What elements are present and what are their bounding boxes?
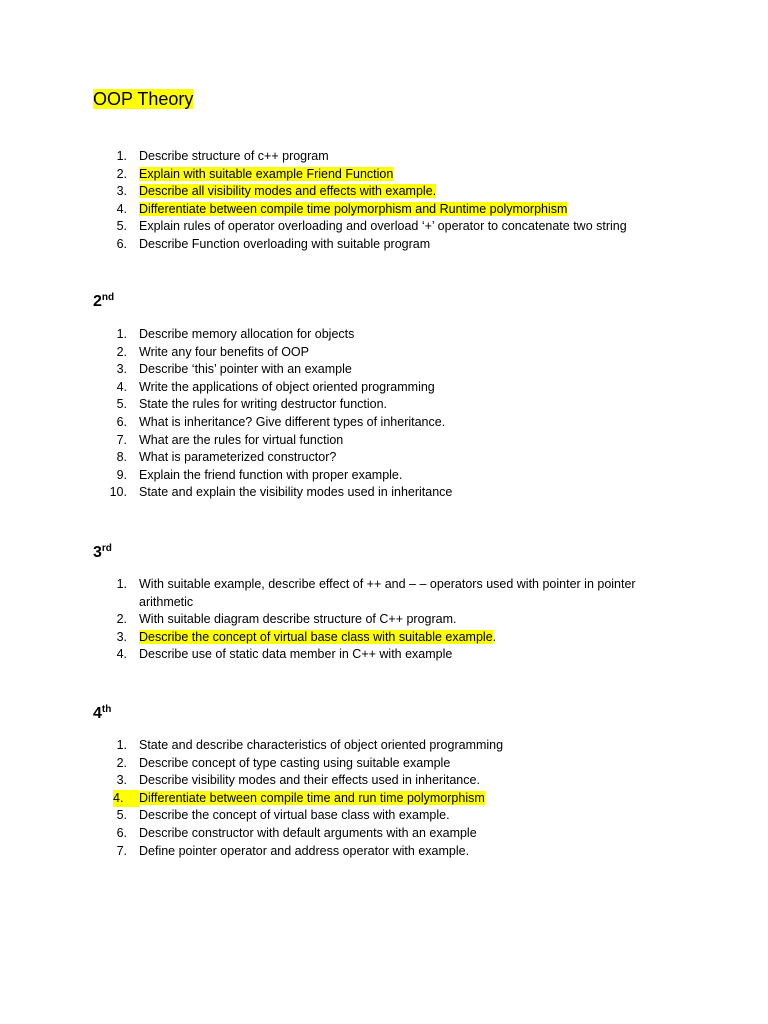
item-text: Define pointer operator and address operator with example. (139, 843, 470, 858)
item-number: 3. (116, 362, 127, 377)
list-item (0, 344, 700, 362)
list-item (0, 576, 700, 611)
item-number: 6. (116, 414, 127, 429)
item-text: With suitable example, describe effect of ++ and – – operators used with pointer in pointer arithmetic (139, 577, 636, 609)
item-number: 3. (116, 184, 127, 199)
item-number: 1. (116, 577, 127, 591)
item-number: 6. (116, 236, 127, 251)
list-item (0, 236, 700, 254)
list-item (0, 467, 700, 485)
list-item (0, 201, 700, 219)
question-list-2 (0, 326, 700, 502)
item-number: 2. (116, 344, 127, 359)
item-text: Describe memory allocation for objects (139, 327, 355, 341)
item-number: 5. (116, 219, 127, 234)
list-item (0, 183, 700, 201)
list-item (0, 772, 700, 790)
heading-number: 4 (93, 705, 102, 722)
item-number: 1. (116, 327, 127, 341)
item-number: 5. (116, 397, 127, 412)
list-item (0, 790, 700, 808)
item-number: 2. (116, 166, 127, 181)
item-text: Describe use of static data member in C++ with example (139, 647, 453, 662)
section-heading-2nd (93, 292, 114, 312)
item-text: Explain rules of operator overloading and overload ‘+’ operator to concatenate two string (139, 219, 627, 234)
item-number-highlighted (113, 790, 139, 808)
item-number: 5. (116, 808, 127, 823)
item-text: With suitable diagram describe structure of C++ program. (139, 612, 457, 627)
heading-suffix: nd (101, 292, 115, 303)
item-text-highlighted: Describe the concept of virtual base class with suitable example (139, 629, 493, 644)
item-text-tail: . (492, 629, 497, 644)
item-text: State and explain the visibility modes used in inheritance (139, 485, 453, 500)
list-item (0, 755, 700, 773)
list-item (0, 326, 700, 344)
item-number: 7. (116, 843, 127, 858)
list-item (0, 611, 700, 629)
item-text: Write any four benefits of OOP (139, 344, 309, 359)
item-text: What is inheritance? Give different types of inheritance. (139, 414, 446, 429)
item-number: 3. (116, 773, 127, 788)
item-text: Write the applications of object oriented programming (139, 379, 435, 394)
item-text: State the rules for writing destructor function. (139, 397, 388, 412)
item-number: 4. (116, 647, 127, 662)
heading-number: 3 (93, 544, 102, 561)
item-text: What are the rules for virtual function (139, 432, 344, 447)
page-title-text: OOP Theory (93, 89, 194, 109)
item-number: 1. (116, 738, 127, 752)
list-item (0, 484, 700, 502)
item-number: 8. (116, 450, 127, 465)
item-number: 10. (109, 485, 127, 500)
list-item (0, 148, 700, 166)
item-text: Describe constructor with default arguments with an example (139, 825, 477, 840)
list-item (0, 361, 700, 379)
item-text-highlighted: Describe all visibility modes and effects with example. (139, 184, 437, 199)
item-number: 4. (116, 201, 127, 216)
list-item (0, 414, 700, 432)
item-text: Describe the concept of virtual base class with example. (139, 808, 450, 823)
item-text: State and describe characteristics of object oriented programming (139, 738, 504, 752)
list-item (0, 843, 700, 861)
item-number: 1. (116, 149, 127, 163)
section-heading-4th (93, 704, 111, 724)
question-list-1 (0, 148, 700, 254)
item-text-highlighted: Differentiate between compile time polymorphism and Runtime polymorphism (139, 201, 568, 216)
page-title (93, 88, 193, 110)
heading-suffix: rd (101, 543, 112, 554)
item-text-highlighted: Explain with suitable example Friend Function (139, 166, 394, 181)
list-item (0, 218, 700, 236)
heading-number: 2 (93, 293, 102, 310)
item-number: 4. (116, 379, 127, 394)
question-list-4 (0, 737, 700, 860)
list-item (0, 379, 700, 397)
list-item (0, 737, 700, 755)
item-number: 7. (116, 432, 127, 447)
item-text: Describe structure of c++ program (139, 149, 329, 163)
item-text: Describe visibility modes and their effects used in inheritance. (139, 773, 480, 788)
item-number: 3. (116, 629, 127, 644)
item-text: What is parameterized constructor? (139, 450, 337, 465)
item-number: 2. (116, 612, 127, 627)
list-item (0, 807, 700, 825)
list-item (0, 825, 700, 843)
list-item (0, 432, 700, 450)
item-text: Explain the friend function with proper example. (139, 467, 403, 482)
heading-suffix: th (101, 704, 112, 715)
list-item (0, 449, 700, 467)
item-number-text: 4. (113, 790, 139, 808)
list-item (0, 166, 700, 184)
item-text: Describe concept of type casting using suitable example (139, 755, 451, 770)
list-item (0, 396, 700, 414)
item-text-highlighted: Differentiate between compile time and run time polymorphism (139, 790, 485, 805)
list-item (0, 646, 700, 664)
item-number: 6. (116, 825, 127, 840)
item-text: Describe ‘this’ pointer with an example (139, 362, 352, 377)
item-text: Describe Function overloading with suitable program (139, 236, 431, 251)
item-number: 9. (116, 467, 127, 482)
section-heading-3rd (93, 543, 112, 563)
list-item (0, 629, 700, 647)
question-list-3 (0, 576, 700, 664)
item-number: 2. (116, 755, 127, 770)
